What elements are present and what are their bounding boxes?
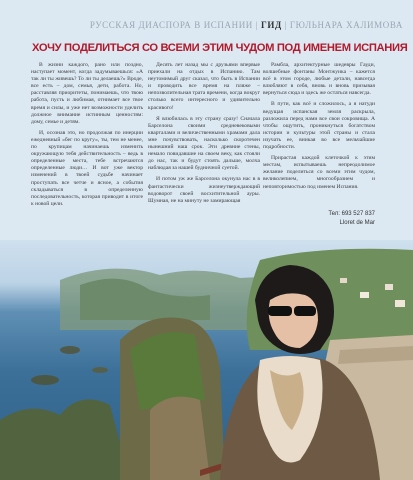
article-column-3 [263, 62, 375, 195]
paragraph: Десять лет назад мы с друзьями впервые приехали на отдых в Испанию. Там неутомимый друг сказал, что быть в Испании и проводить все время на пляже – непозволительная трата времени, когда вокруг столько всего интересного и удивительно красивого! [148, 62, 260, 111]
contact-city: Lloret de Mar [339, 219, 375, 226]
article-column-2 [148, 62, 260, 209]
paragraph: И, осознав это, но продолжая по инерции ежедневный «бег по кругу», ты, тем не менее, по крупицам начинаешь изменить окружающую тебя действительность – ведь в определенные места, тебе встречаются определенные люди… И вот уже вектор изменений в твоей судьбе начинает проступать все четче и ясное, а события складываться в определенную последовательность, которая приводит в итоге к новой цели. [31, 129, 143, 207]
paragraph: В пути, как всё и сложилось, а я натуди ведущая испанская земля раскрыла, разложила перед нами все свои сокровища. А чтобы ощутить, проникнуться богатством истории и культуры этой страны и стала изучать ее, вникая во все мельчайшие подробности. [263, 101, 375, 151]
running-head-left: РУССКАЯ ДИАСПОРА В ИСПАНИИ [89, 20, 253, 30]
article-column-1 [31, 62, 143, 212]
contact-phone: Тел: 693 527 837 [328, 211, 375, 217]
contact-block [328, 210, 375, 227]
paragraph: И потом уж же Барселона окунула нас в в фантастически жизнеутверждающий водоворот своей восхитительной ауры. Шумная, не на минуту не замирающая [148, 176, 260, 204]
running-head-section: ГИД [261, 20, 282, 30]
running-head [90, 20, 403, 30]
photo-illustration [0, 240, 413, 480]
paragraph: В жизни каждого, рано или поздно, наступает момент, когда задумываешься: «А так ли ты живешь? То ли ты делаешь?» Вроде, все есть – дом, семья, дети, работа. Но, расставляя приоритеты, понимаешь, что твою работа, пусть и любимая, отнимает все твое время и силы, и уже нет возможности уделить должное внимание истинным ценностям: дому, семье и детям. [31, 62, 143, 125]
running-head-author: ГЮЛЬНАРА ХАЛИМОВА [289, 20, 403, 30]
running-head-divider: | [255, 20, 262, 30]
paragraph: Прирастая каждой клеточкой к этим местам, испытываешь непреодолимое желание поделиться со всеми этим чудом, великолепием, многообразием и неповторимостью под именем Испания. [263, 155, 375, 190]
article-title: ХОЧУ ПОДЕЛИТЬСЯ СО ВСЕМИ ЭТИМ ЧУДОМ ПОД ИМЕНЕМ ИСПАНИЯ [32, 42, 408, 54]
paragraph: Рамбла, архитектурные шедевры Гауди, волшебные фонтаны Монтжуика – кажется всё в этом городе, любые детали, навсегда влюбляют в себя, вновь и вновь призывая вернуться сюда и здесь же остаться навсегда. [263, 62, 375, 97]
page-header [0, 0, 413, 38]
paragraph: Я влюбилась в эту страну сразу! Сначала Барселона своими средневековыми кварталами и величественными храмами дала мне почувствовать, насколько скоротечен нынешний наш срок. Эти древние стены, немало повидавшие на своем веку, как стояли до нас, так и будут стоять дальше, молча наблюдая за нашей будничной суетой. [148, 115, 260, 172]
coastal-photo [0, 240, 413, 480]
running-head-divider: | [284, 20, 290, 30]
